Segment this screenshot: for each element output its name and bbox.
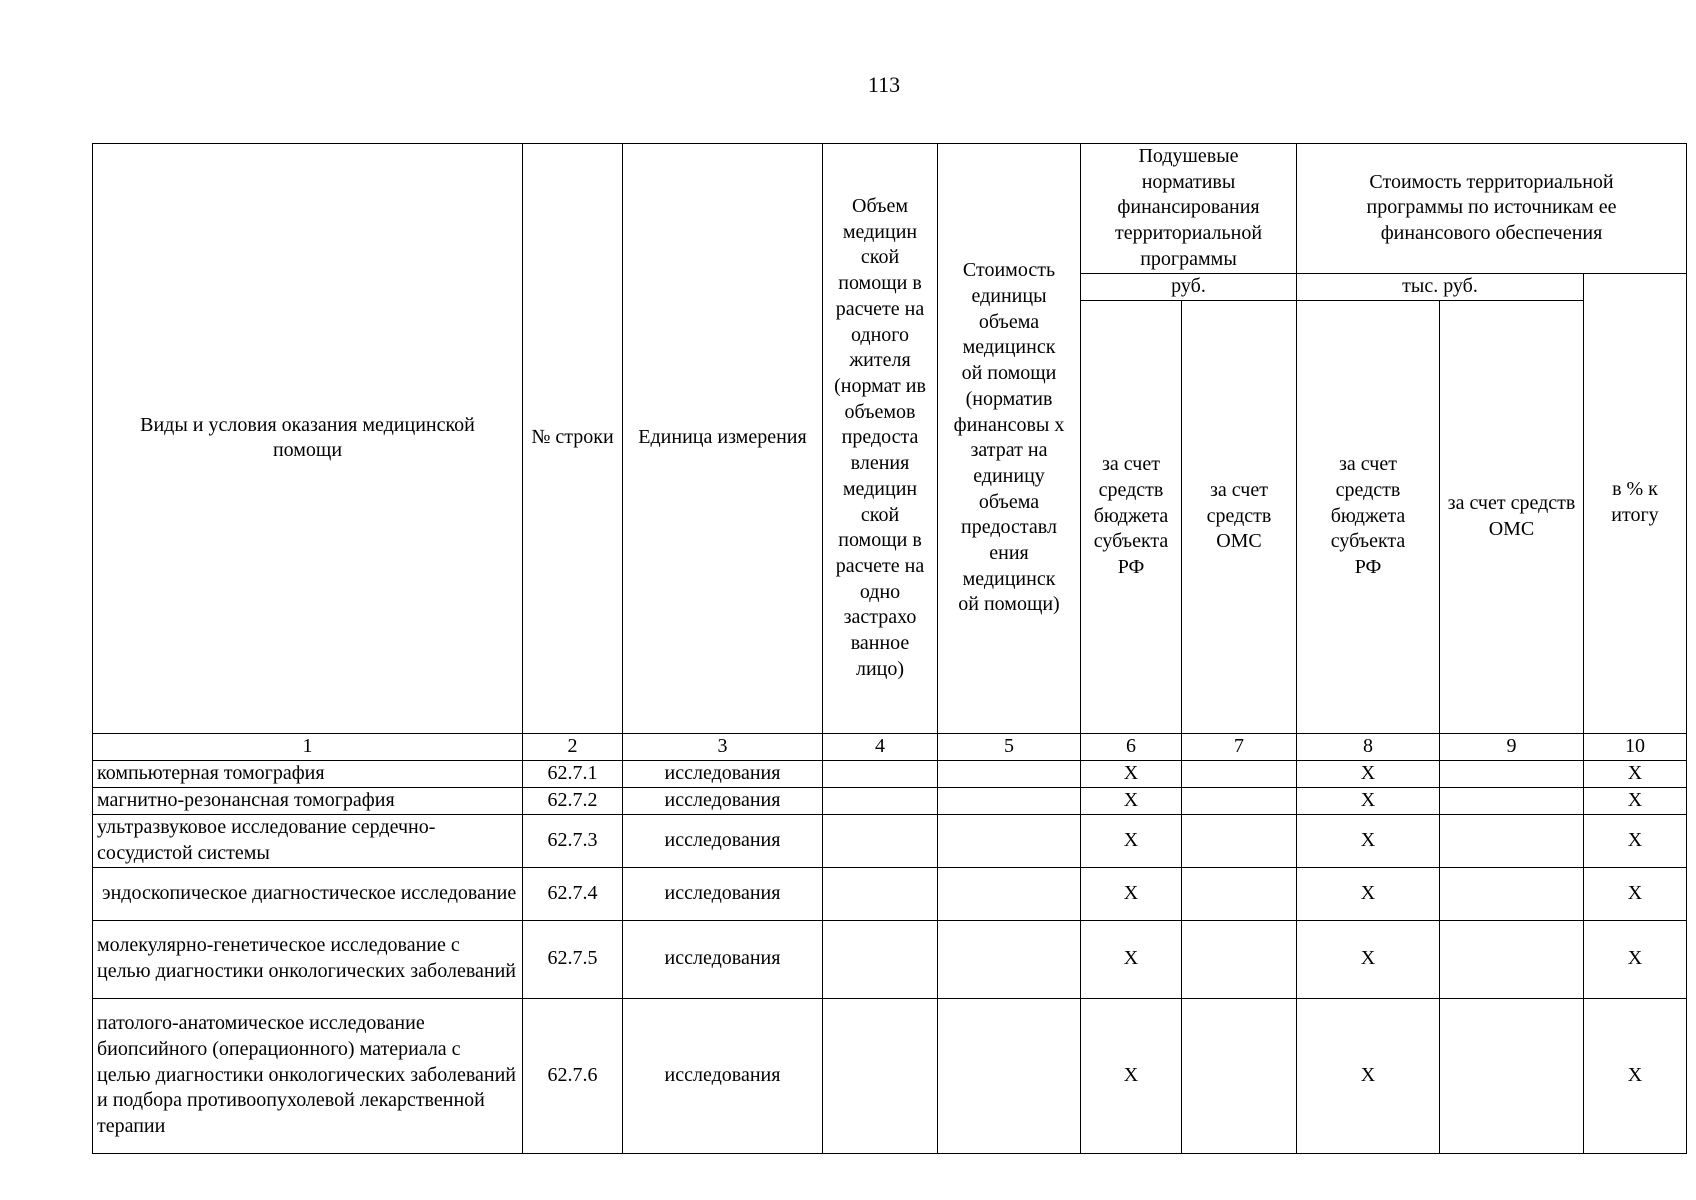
- row-percent: Х: [1584, 920, 1687, 998]
- row-cost-budget: Х: [1297, 998, 1440, 1153]
- row-line-number: 62.7.1: [523, 760, 623, 787]
- column-number: 4: [823, 733, 938, 760]
- row-unit: исследования: [623, 787, 823, 814]
- row-per-capita-oms: [1182, 998, 1297, 1153]
- row-volume: [823, 920, 938, 998]
- header-unit-cost: Стоимость единицы объема медицинск ой помощи (норматив финансовы х затрат на единицу объема предоставл ения медицинск ой помощи): [938, 144, 1081, 734]
- row-line-number: 62.7.5: [523, 920, 623, 998]
- column-number: 8: [1297, 733, 1440, 760]
- row-cost-budget: Х: [1297, 760, 1440, 787]
- row-line-number: 62.7.6: [523, 998, 623, 1153]
- column-number: 7: [1182, 733, 1297, 760]
- row-unit-cost: [938, 920, 1081, 998]
- row-name: эндоскопическое диагностическое исследование: [93, 867, 523, 920]
- row-name: магнитно-резонансная томография: [93, 787, 523, 814]
- table-row: [93, 787, 1687, 814]
- column-number: 9: [1440, 733, 1584, 760]
- row-per-capita-oms: [1182, 920, 1297, 998]
- row-per-capita-oms: [1182, 787, 1297, 814]
- row-line-number: 62.7.3: [523, 814, 623, 867]
- row-volume: [823, 867, 938, 920]
- header-cost-budget: за счет средств бюджета субъекта РФ: [1297, 300, 1440, 733]
- row-name: патолого-анатомическое исследование биопсийного (операционного) материала с целью диагностики онкологических заболеваний и подбора противоопухолевой лекарственной терапии: [93, 998, 523, 1153]
- row-cost-budget: Х: [1297, 787, 1440, 814]
- row-cost-oms: [1440, 787, 1584, 814]
- row-unit-cost: [938, 787, 1081, 814]
- header-unit: Единица измерения: [623, 144, 823, 734]
- column-number: 2: [523, 733, 623, 760]
- row-unit-cost: [938, 867, 1081, 920]
- column-numbers-row: [93, 733, 1687, 760]
- row-per-capita-budget: Х: [1081, 814, 1182, 867]
- header-program-cost: Стоимость территориальной программы по источникам ее финансового обеспечения: [1297, 144, 1687, 274]
- row-name: молекулярно-генетическое исследование с целью диагностики онкологических заболеваний: [93, 920, 523, 998]
- header-kinds-of-care: Виды и условия оказания медицинской помощи: [93, 144, 523, 734]
- header-unit-rub: руб.: [1081, 273, 1297, 300]
- row-cost-budget: Х: [1297, 867, 1440, 920]
- row-cost-oms: [1440, 760, 1584, 787]
- row-unit: исследования: [623, 814, 823, 867]
- row-unit: исследования: [623, 867, 823, 920]
- row-unit: исследования: [623, 920, 823, 998]
- row-percent: Х: [1584, 867, 1687, 920]
- row-volume: [823, 787, 938, 814]
- financing-table: [92, 143, 1687, 1154]
- row-per-capita-oms: [1182, 814, 1297, 867]
- row-percent: Х: [1584, 760, 1687, 787]
- table-row: [93, 814, 1687, 867]
- row-per-capita-oms: [1182, 867, 1297, 920]
- row-cost-oms: [1440, 867, 1584, 920]
- row-line-number: 62.7.4: [523, 867, 623, 920]
- row-unit: исследования: [623, 760, 823, 787]
- row-per-capita-budget: Х: [1081, 787, 1182, 814]
- row-percent: Х: [1584, 998, 1687, 1153]
- page-number: 113: [867, 72, 901, 97]
- row-cost-budget: Х: [1297, 814, 1440, 867]
- table-row: [93, 867, 1687, 920]
- row-per-capita-oms: [1182, 760, 1297, 787]
- row-volume: [823, 760, 938, 787]
- table-row: [93, 998, 1687, 1153]
- header-volume: Объем медицин ской помощи в расчете на одного жителя (нормат ив объемов предоста вления медицин ской помощи в расчете на одно застрахо ванное лицо): [823, 144, 938, 734]
- header-per-capita-oms: за счет средств ОМС: [1182, 300, 1297, 733]
- row-unit-cost: [938, 814, 1081, 867]
- row-cost-oms: [1440, 998, 1584, 1153]
- row-per-capita-budget: Х: [1081, 998, 1182, 1153]
- column-number: 6: [1081, 733, 1182, 760]
- row-cost-budget: Х: [1297, 920, 1440, 998]
- header-percent-of-total: в % к итогу: [1584, 273, 1687, 733]
- row-name: ультразвуковое исследование сердечно-сосудистой системы: [93, 814, 523, 867]
- row-unit-cost: [938, 998, 1081, 1153]
- header-cost-oms: за счет средств ОМС: [1440, 300, 1584, 733]
- header-per-capita-standards: Подушевые нормативы финансирования территориальной программы: [1081, 144, 1297, 274]
- row-unit-cost: [938, 760, 1081, 787]
- row-per-capita-budget: Х: [1081, 867, 1182, 920]
- row-per-capita-budget: Х: [1081, 920, 1182, 998]
- table-row: [93, 920, 1687, 998]
- column-number: 10: [1584, 733, 1687, 760]
- row-cost-oms: [1440, 920, 1584, 998]
- row-per-capita-budget: Х: [1081, 760, 1182, 787]
- row-volume: [823, 814, 938, 867]
- row-unit: исследования: [623, 998, 823, 1153]
- header-per-capita-budget: за счет средств бюджета субъекта РФ: [1081, 300, 1182, 733]
- row-cost-oms: [1440, 814, 1584, 867]
- column-number: 3: [623, 733, 823, 760]
- row-name: компьютерная томография: [93, 760, 523, 787]
- row-line-number: 62.7.2: [523, 787, 623, 814]
- header-line-number: № строки: [523, 144, 623, 734]
- table-row: [93, 760, 1687, 787]
- header-unit-thousand-rub: тыс. руб.: [1297, 273, 1584, 300]
- column-number: 1: [93, 733, 523, 760]
- row-volume: [823, 998, 938, 1153]
- header-row-1: [93, 144, 1687, 274]
- row-percent: Х: [1584, 814, 1687, 867]
- row-percent: Х: [1584, 787, 1687, 814]
- column-number: 5: [938, 733, 1081, 760]
